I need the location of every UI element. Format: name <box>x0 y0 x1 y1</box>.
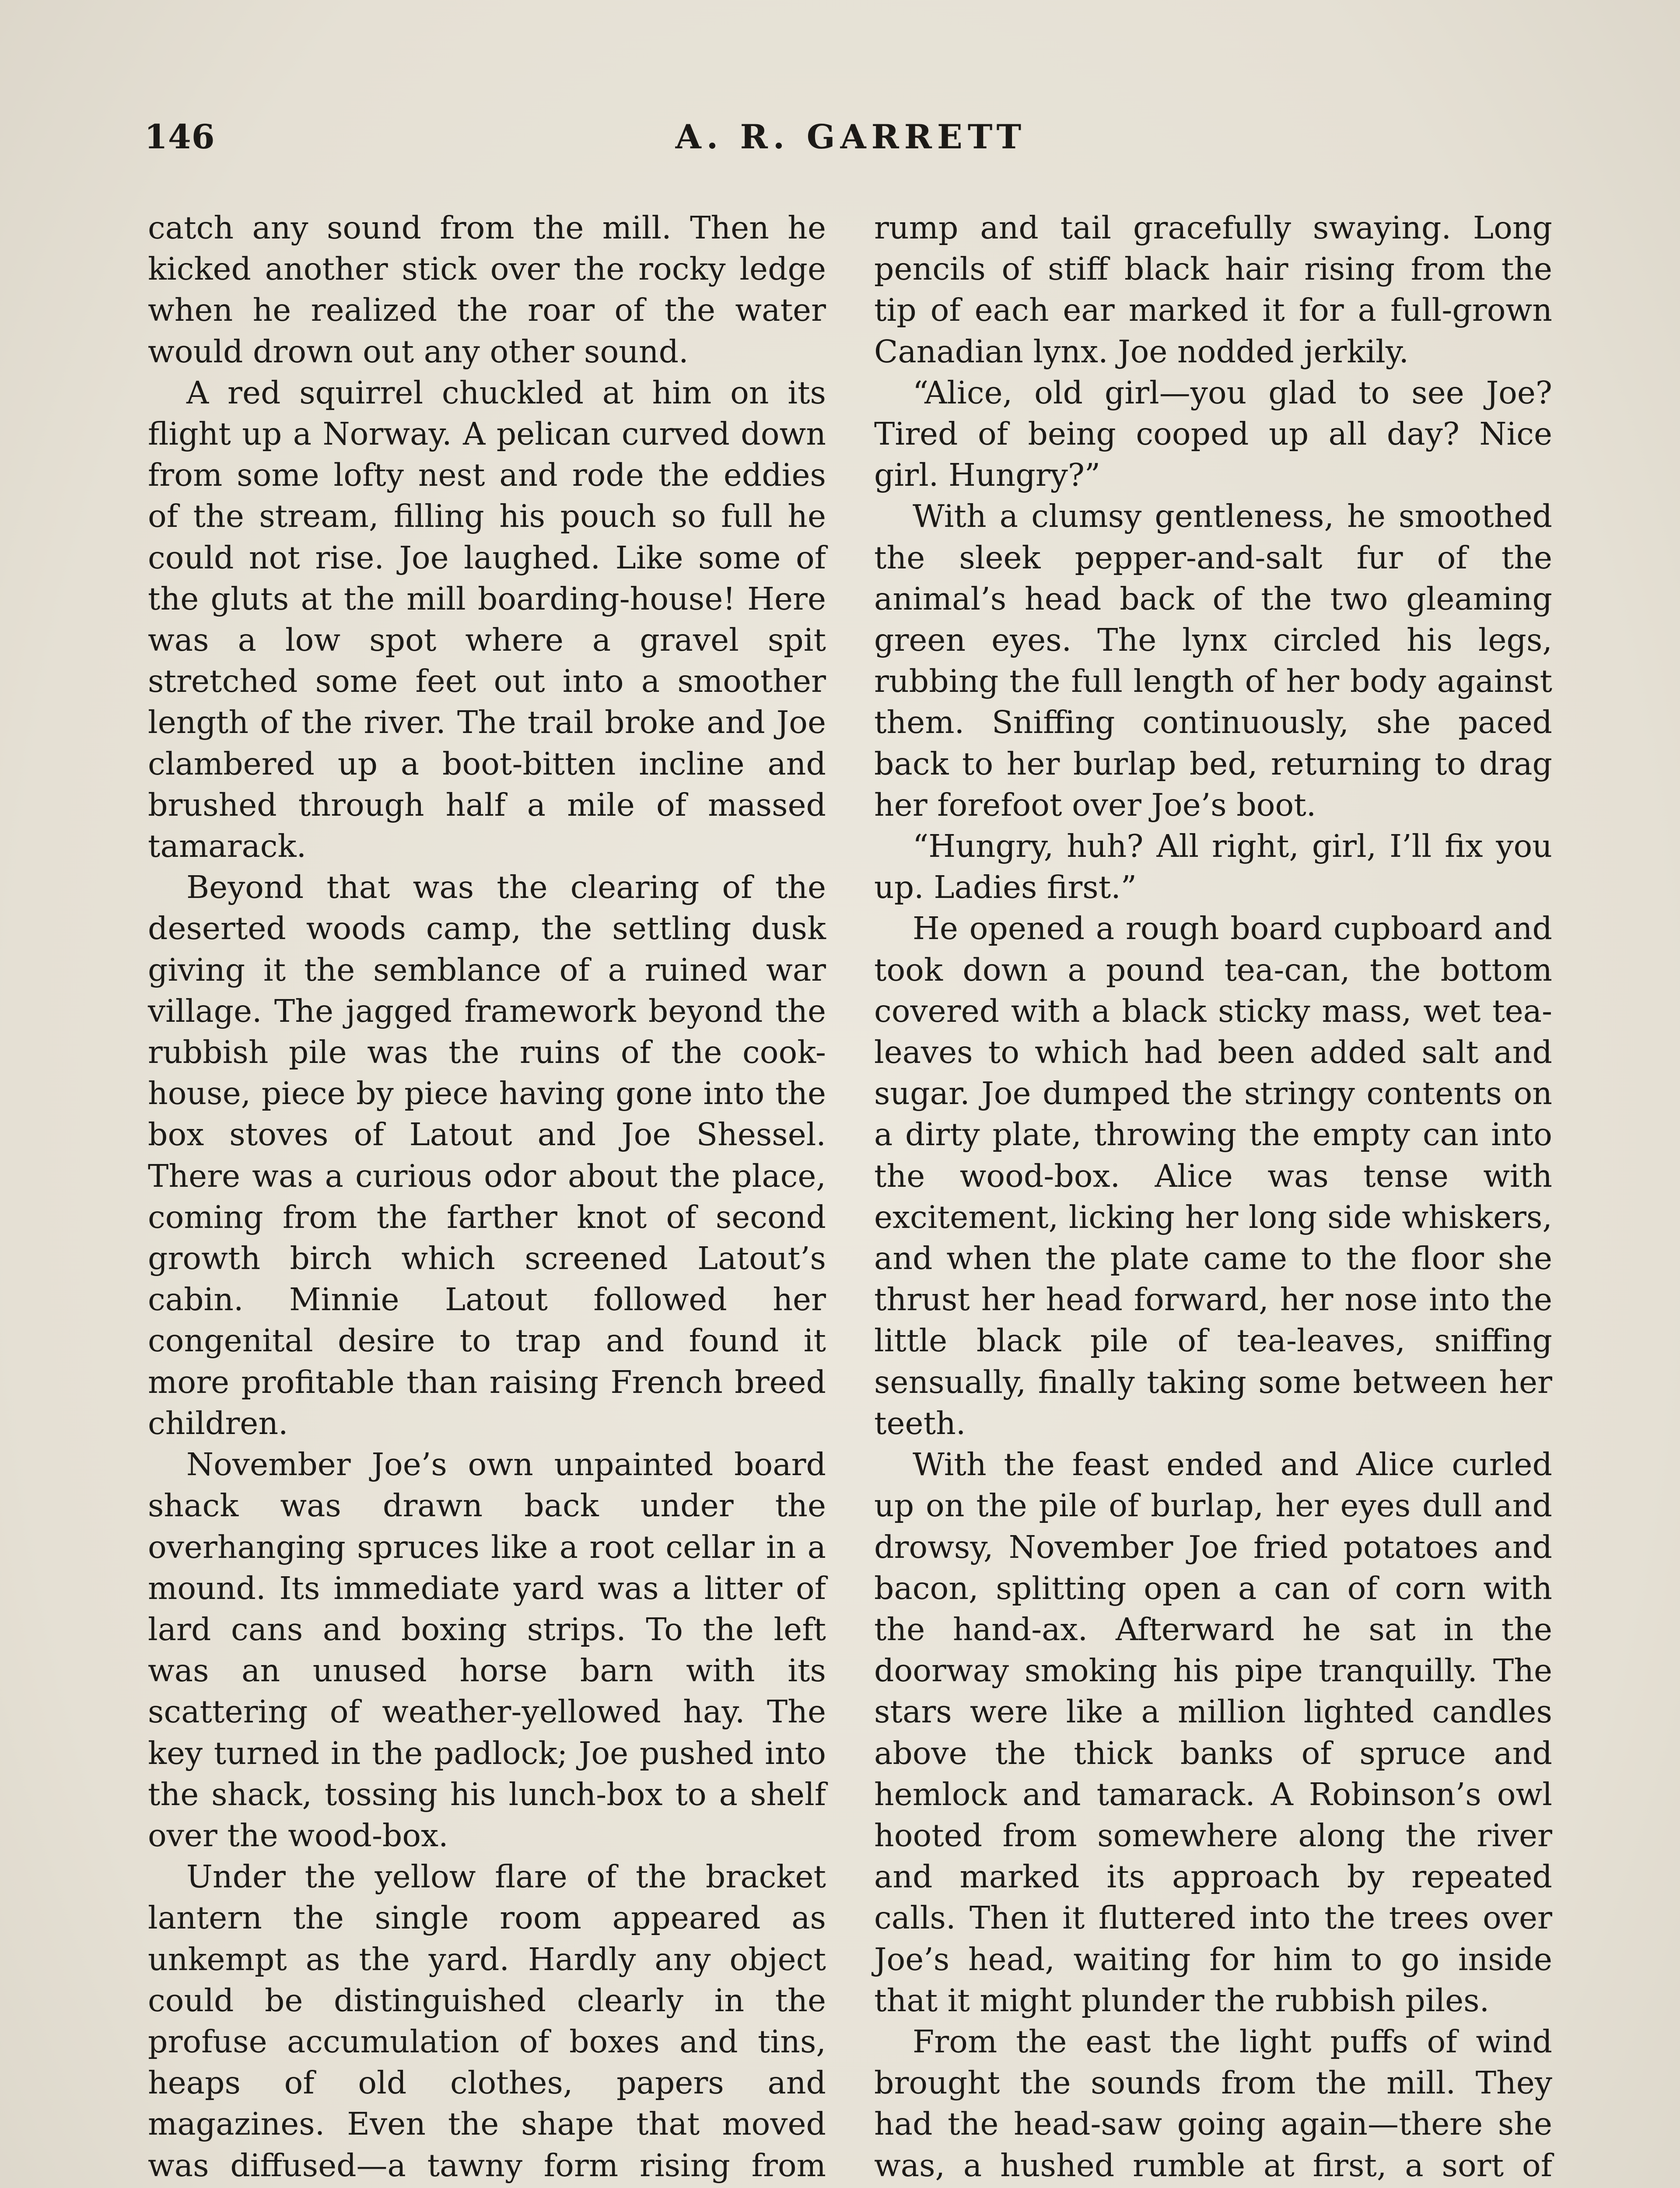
paragraph: He opened a rough board cupboard and took down a pound tea-can, the bottom covered with a black sticky mass, wet tea-leaves to which had been added salt and sugar. Joe dumped the stringy contents on a dirty plate, throwing the empty can into the wood-box. Alice was tense with excitement, licking her long side whiskers, and when the plate came to the floor she thrust her head forward, her nose into the little black pile of tea-leaves, sniffing sensually, finally taking some between her teeth. <box>874 910 1552 1441</box>
running-head: A. R. GARRETT <box>675 117 1027 156</box>
paragraph: Beyond that was the clearing of the deserted woods camp, the settling dusk giving it the semblance of a ruined war village. The jagged framework beyond the rubbish pile was the ruins of the cook-house, piece by piece having gone into the box stoves of Latout and Joe Shessel. There was a curious odor about the place, coming from the farther knot of second growth birch which screened Latout’s cabin. Minnie Latout followed her congenital desire to trap and found it more profitable than raising French breed children. <box>148 869 826 1441</box>
paragraph: “Hungry, huh? All right, girl, I’ll fix you up. Ladies first.” <box>874 828 1552 906</box>
paragraph: rump and tail gracefully swaying. Long pencils of stiff black hair rising from the tip of each ear marked it for a full-grown Canadian lynx. Joe nodded jerkily. <box>874 210 1552 370</box>
paragraph: From the east the light puffs of wind brought the sounds from the mill. They had the head-saw going again—there she was, a hushed rumble at first, a sort of <box>874 2023 1552 2184</box>
paragraph: With the feast ended and Alice curled up on the pile of burlap, her eyes dull and drowsy, November Joe fried potatoes and bacon, splitting open a can of corn with the hand-ax. Afterward he sat in the doorway smoking his pipe tranquilly. The stars were like a million lighted candles above the thick banks of spruce and hemlock and tamarack. A Robinson’s owl hooted from somewhere along the river and marked its approach by repeated calls. Then it fluttered into the trees over Joe’s head, waiting for him to go inside that it might plunder the rubbish piles. <box>874 1446 1552 2019</box>
right-column <box>874 207 1552 2188</box>
paragraph: A red squirrel chuckled at him on its flight up a Norway. A pelican curved down from some lofty nest and rode the eddies of the stream, filling his pouch so full he could not rise. Joe laughed. Like some of the gluts at the mill boarding-house! Here was a low spot where a gravel spit stretched some feet out into a smoother length of the river. The trail broke and Joe clambered up a boot-bitten incline and brushed through half a mile of massed tamarack. <box>148 374 826 865</box>
paragraph: catch any sound from the mill. Then he kicked another stick over the rocky ledge when he realized the roar of the water would drown out any other sound. <box>148 210 826 370</box>
page-header <box>144 117 1558 165</box>
paragraph: “Alice, old girl—you glad to see Joe? Tired of being cooped up all day? Nice girl. Hungry?” <box>874 374 1552 494</box>
paragraph: November Joe’s own unpainted board shack was drawn back under the overhanging spruces like a root cellar in a mound. Its immediate yard was a litter of lard cans and boxing strips. To the left was an unused horse barn with its scattering of weather-yellowed hay. The key turned in the padlock; Joe pushed into the shack, tossing his lunch-box to a shelf over the wood-box. <box>148 1446 826 1854</box>
paragraph: With a clumsy gentleness, he smoothed the sleek pepper-and-salt fur of the animal’s head back of the two gleaming green eyes. The lynx circled his legs, rubbing the full length of her body against them. Sniffing continuously, she paced back to her burlap bed, returning to drag her forefoot over Joe’s boot. <box>874 498 1552 823</box>
left-column <box>148 207 826 2188</box>
page-number: 146 <box>144 117 215 156</box>
paragraph: Under the yellow flare of the bracket lantern the single room appeared as unkempt as the yard. Hardly any object could be distinguished clearly in the profuse accumulation of boxes and tins, heaps of old clothes, papers and magazines. Even the shape that moved was diffused—a tawny form rising from <box>148 1858 826 2184</box>
